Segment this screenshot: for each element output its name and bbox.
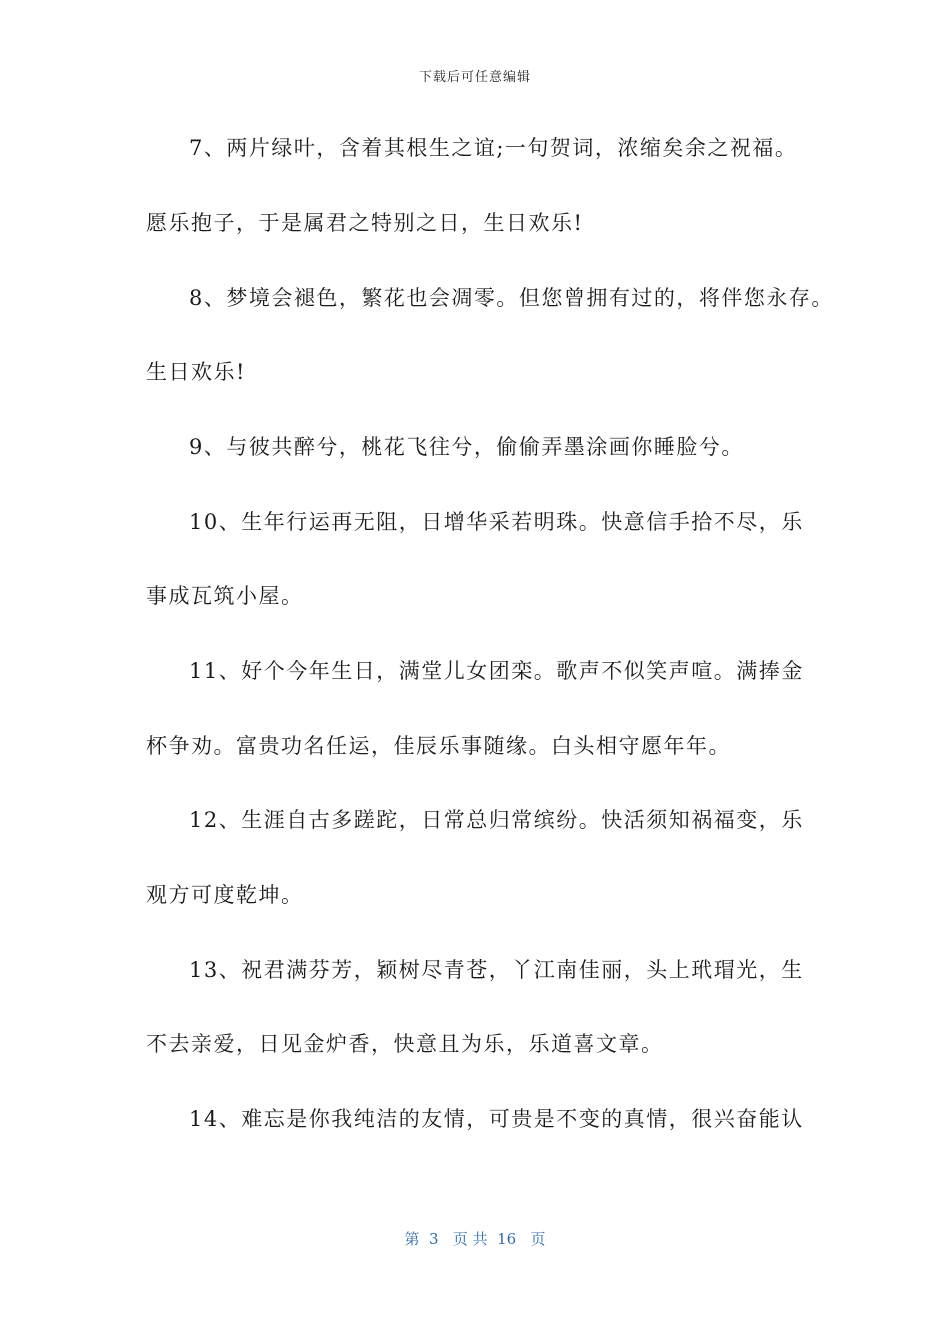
text-line: 观方可度乾坤。 bbox=[146, 883, 304, 907]
text-line: 8、梦境会褪色，繁花也会凋零。但您曾拥有过的，将伴您永存。 bbox=[189, 286, 834, 310]
text-line: 11、好个今年生日，满堂儿女团栾。歌声不似笑声喧。满捧金 bbox=[189, 659, 804, 683]
text-line: 7、两片绿叶，含着其根生之谊;一句贺词，浓缩矣余之祝福。 bbox=[189, 136, 798, 160]
text-line: 生日欢乐! bbox=[146, 360, 246, 384]
text-line: 10、生年行运再无阻，日增华采若明珠。快意信手拾不尽，乐 bbox=[189, 510, 804, 534]
text-line: 事成瓦筑小屋。 bbox=[146, 584, 304, 608]
text-line: 12、生涯自古多蹉跎，日常总归常缤纷。快活须知祸福变，乐 bbox=[189, 808, 804, 832]
page-header: 下载后可任意编辑 bbox=[418, 70, 531, 85]
text-line: 13、祝君满芬芳，颖树尽青苍，丫江南佳丽，头上玳瑁光，生 bbox=[189, 958, 804, 982]
page-footer: 第 3 页 共 16 页 bbox=[404, 1230, 546, 1248]
text-line: 9、与彼共醉兮，桃花飞往兮，偷偷弄墨涂画你睡脸兮。 bbox=[189, 435, 744, 459]
text-line: 14、难忘是你我纯洁的友情，可贵是不变的真情，很兴奋能认 bbox=[189, 1107, 804, 1131]
text-line: 不去亲爱，日见金炉香，快意且为乐，乐道喜文章。 bbox=[146, 1032, 664, 1056]
text-line: 杯争劝。富贵功名任运，佳辰乐事随缘。白头相守愿年年。 bbox=[146, 734, 731, 758]
text-line: 愿乐抱子，于是属君之特别之日，生日欢乐! bbox=[146, 211, 584, 235]
